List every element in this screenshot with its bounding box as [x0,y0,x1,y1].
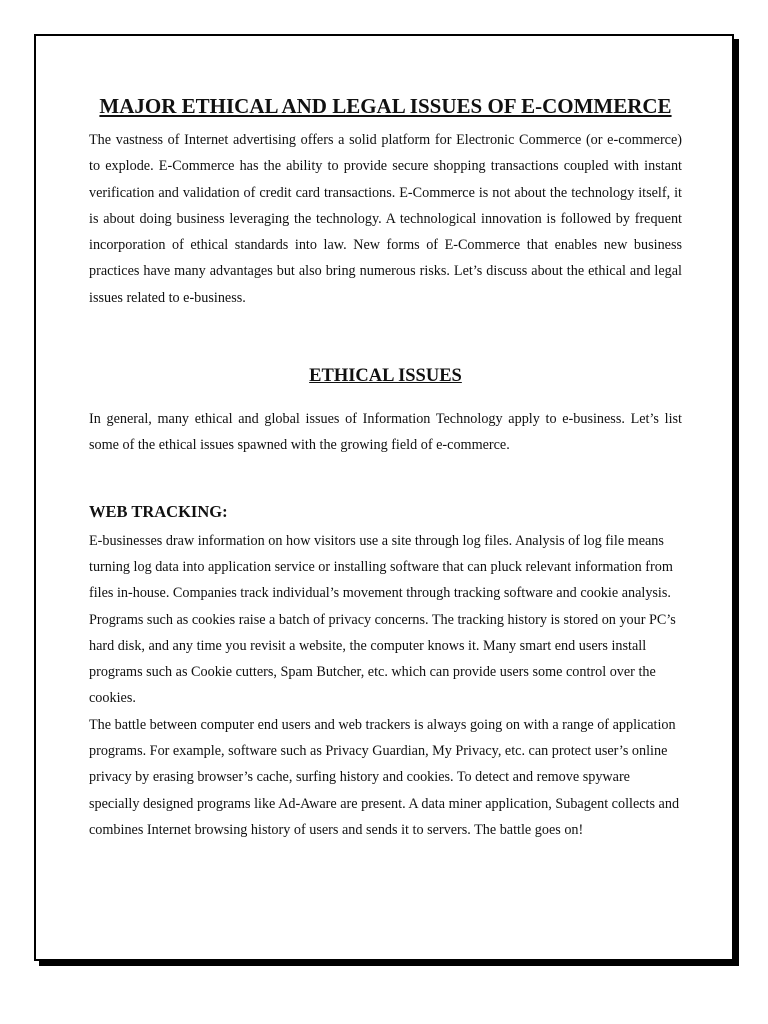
web-tracking-paragraph-2: The battle between computer end users and web trackers is always going on with a range of application programs. For example, software such as Privacy Guardian, My Privacy, etc. can protect user’s online privacy by erasing browser’s cache, surfing history and cookies. To detect and remove spyware specially designed programs like Ad-Aware are present. A data miner application, Subagent collects and combines Internet browsing history of users and sends it to servers. The battle goes on! [89,716,680,838]
ethical-issues-intro: In general, many ethical and global issues of Information Technology apply to e-business. Let’s list some of the ethical issues spawned with the growing field of e-commerce. [89,411,682,454]
web-tracking-heading: WEB TRACKING: [89,501,228,521]
document-title: MAJOR ETHICAL AND LEGAL ISSUES OF E-COMMERCE [99,94,672,118]
intro-paragraph: The vastness of Internet advertising offers a solid platform for Electronic Commerce (or e-commerce) to explode. E-Commerce has the ability to provide secure shopping transactions coupled with instant verification and validation of credit card transactions. E-Commerce is not about the technology itself, it is about doing business leveraging the technology. A technological innovation is followed by frequent incorporation of ethical standards into law. New forms of E-Commerce that enables new business practices have many advantages but also bring numerous risks. Let’s discuss about the ethical and legal issues related to e-business. [89,132,682,306]
ethical-issues-heading: ETHICAL ISSUES [309,366,462,387]
document-content [89,92,682,843]
web-tracking-paragraph-1: E-businesses draw information on how visitors use a site through log files. Analysis of log file means turning log data into application service or installing software that can pluck relevant information from files in-house. Companies track individual’s movement through tracking software and cookie analysis. Programs such as cookies raise a batch of privacy concerns. The tracking history is stored on your PC’s hard disk, and any time you revisit a website, the computer knows it. Many smart end users install programs such as Cookie cutters, Spam Butcher, etc. which can provide users some control over the cookies. [89,532,676,707]
